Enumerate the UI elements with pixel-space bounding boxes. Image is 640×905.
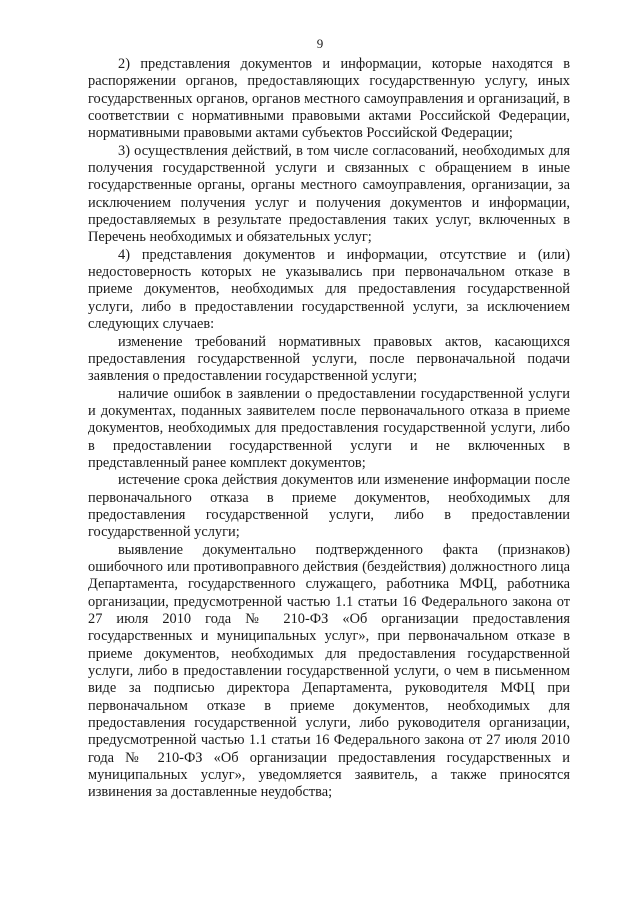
paragraph-item-4: 4) представления документов и информации, отсутствие и (или) недостоверность которых не указывались при первоначальном отказе в приеме документов, необходимых для предоставления государственной услуги, либо в предоставлении государственной услуги, за исключением следующих случаев: [88, 246, 570, 333]
paragraph-case-requirements-change: изменение требований нормативных правовых актов, касающихся предоставления государственной услуги, после первоначальной подачи заявления о предоставлении государственной услуги; [88, 333, 570, 385]
paragraph-item-3: 3) осуществления действий, в том числе согласований, необходимых для получения государственной услуги и связанных с обращением в иные государственные органы, органы местного самоуправления, организации, за исключением получения услуг и получения документов и информации, предоставляемых в результате предоставления таких услуг, включенных в Перечень необходимых и обязательных услуг; [88, 142, 570, 246]
paragraph-case-violation: выявление документально подтвержденного факта (признаков) ошибочного или противоправного действия (бездействия) должностного лица Департамента, государственного служащего, работника МФЦ, работника организации, предусмотренной частью 1.1 статьи 16 Федерального закона от 27 июля 2010 года № 210-ФЗ «Об организации предоставления государственных и муниципальных услуг», при первоначальном отказе в приеме документов, необходимых для предоставления государственной услуги, либо в предоставлении государственной услуги, о чем в письменном виде за подписью директора Департамента, руководителя МФЦ при первоначальном отказе в приеме документов, необходимых для предоставления государственной услуги, либо руководителя организации, предусмотренной частью 1.1 статьи 16 Федерального закона от 27 июля 2010 года № 210-ФЗ «Об организации предоставления государственных и муниципальных услуг», уведомляется заявитель, а также приносятся извинения за доставленные неудобства; [88, 541, 570, 801]
page-number: 9 [316, 36, 324, 51]
paragraph-item-2: 2) представления документов и информации, которые находятся в распоряжении органов, предоставляющих государственную услугу, иных государственных органов, органов местного самоуправления и организаций, в соответствии с нормативными правовыми актами Российской Федерации, нормативными правовыми актами субъектов Российской Федерации; [88, 56, 570, 142]
paragraph-case-errors: наличие ошибок в заявлении о предоставлении государственной услуги и документах, поданных заявителем после первоначального отказа в приеме документов, необходимых для предоставления государственной услуги, либо в предоставлении государственной услуги и не включенных в представленный ранее комплект документов; [88, 385, 570, 471]
paragraph-case-expiry: истечение срока действия документов или изменение информации после первоначального отказа в приеме документов, необходимых для предоставления государственной услуги, либо в предоставлении государственной услуги; [88, 472, 570, 541]
body-text [88, 56, 570, 802]
